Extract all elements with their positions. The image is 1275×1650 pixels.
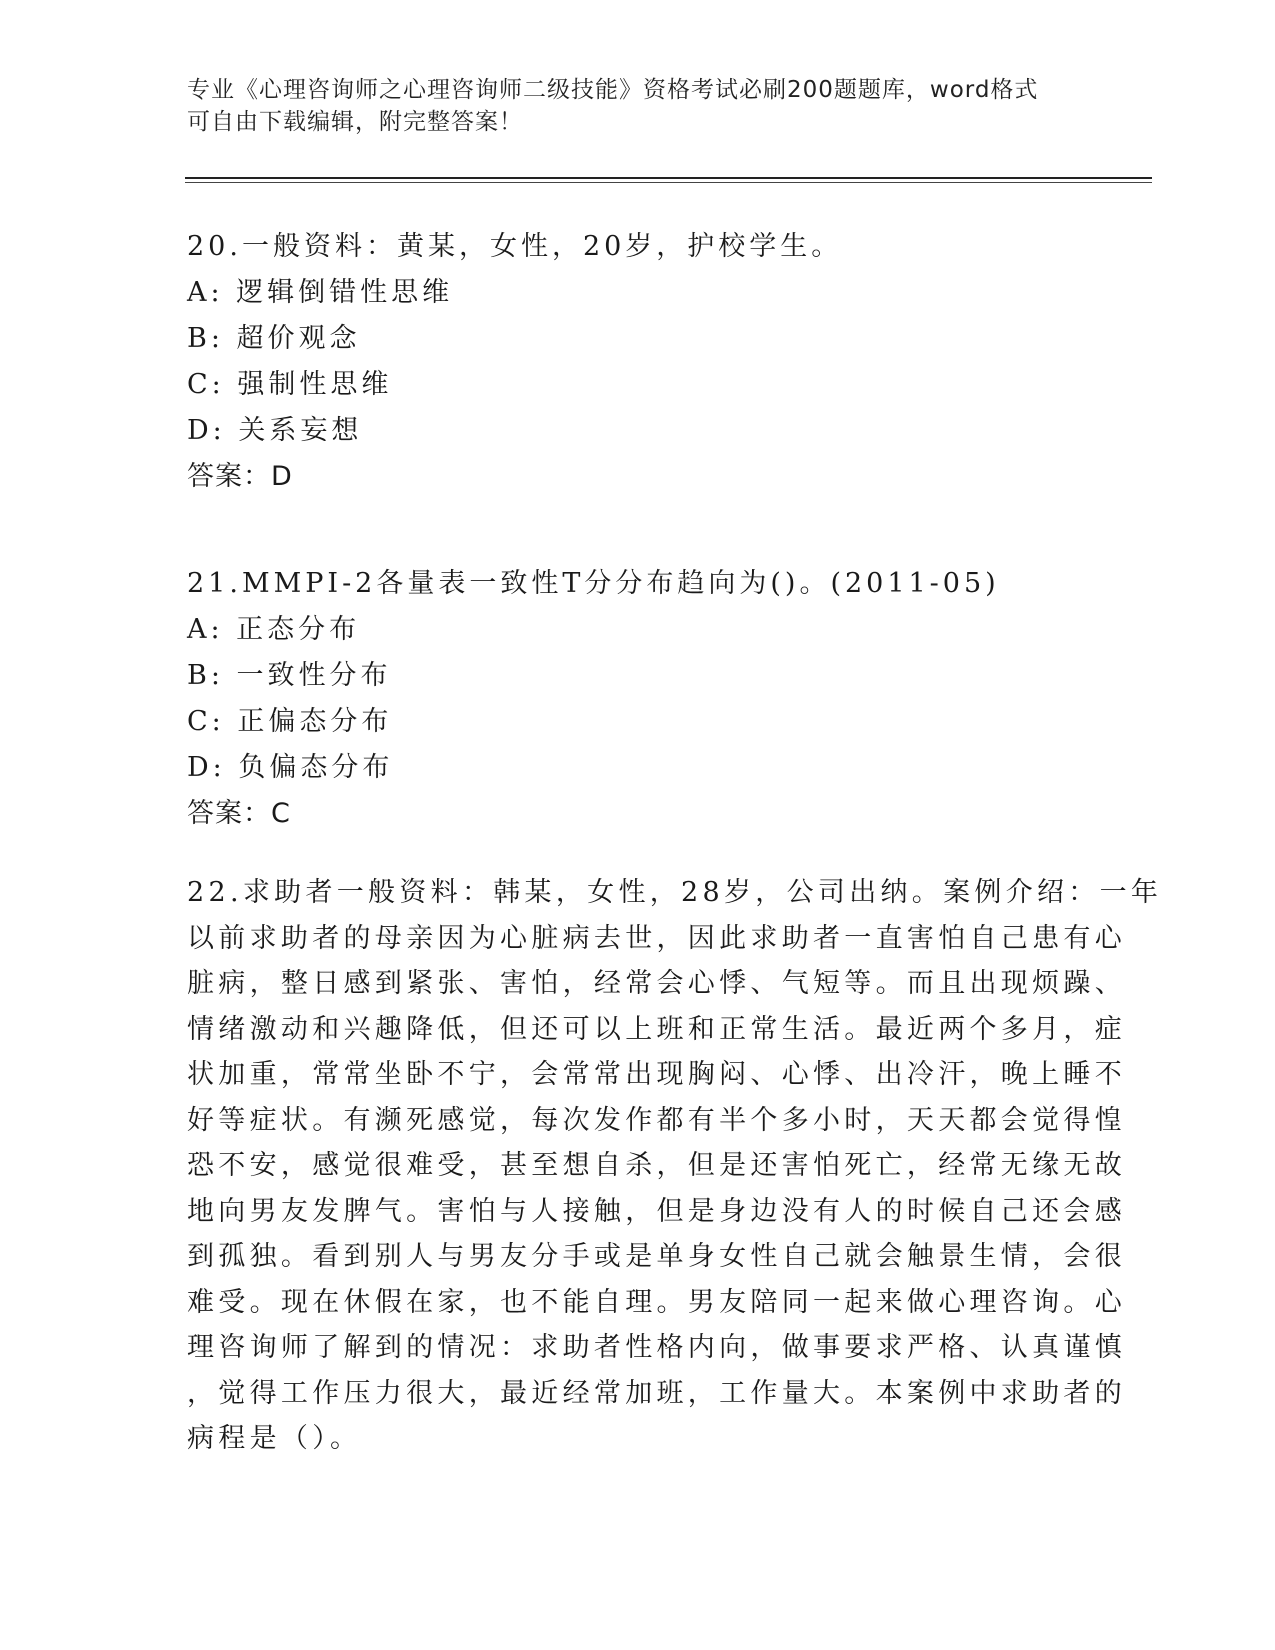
- question-text-line: ，觉得工作压力很大，最近经常加班，工作量大。本案例中求助者的: [187, 1377, 1126, 1409]
- option-b: B: 一致性分布: [187, 660, 392, 691]
- question-text-line: 情绪激动和兴趣降低，但还可以上班和正常生活。最近两个多月，症: [187, 1013, 1126, 1045]
- question-20: [187, 224, 1087, 500]
- question-text-line: 以前求助者的母亲因为心脏病去世，因此求助者一直害怕自己患有心: [187, 922, 1126, 954]
- option-c: C: 强制性思维: [187, 369, 393, 400]
- header-divider-thin: [185, 182, 1152, 183]
- option-b: B: 超价观念: [187, 323, 361, 354]
- header-divider-thick: [185, 177, 1152, 179]
- document-header: [187, 74, 1067, 138]
- question-21: [187, 561, 1087, 837]
- option-d: D: 关系妄想: [187, 415, 363, 446]
- question-text-line: 病程是（）。: [187, 1423, 362, 1454]
- option-a: A: 逻辑倒错性思维: [187, 277, 454, 308]
- question-text-line: 好等症状。有濒死感觉，每次发作都有半个多小时，天天都会觉得惶: [187, 1104, 1126, 1136]
- header-line-1: 专业《心理咨询师之心理咨询师二级技能》资格考试必刷200题题库，word格式: [187, 77, 1039, 103]
- option-d: D: 负偏态分布: [187, 752, 394, 783]
- question-text-line: 22.求助者一般资料：韩某，女性，28岁，公司出纳。案例介绍：一年: [187, 877, 1163, 908]
- question-text-line: 理咨询师了解到的情况：求助者性格内向，做事要求严格、认真谨慎: [187, 1332, 1126, 1363]
- option-a: A: 正态分布: [187, 614, 361, 645]
- header-line-2: 可自由下载编辑，附完整答案！: [187, 109, 523, 135]
- question-stem: 20.一般资料：黄某，女性，20岁，护校学生。: [187, 231, 843, 262]
- question-text-line: 状加重，常常坐卧不宁，会常常出现胸闷、心悸、出冷汗，晚上睡不: [187, 1059, 1126, 1090]
- question-text-line: 难受。现在休假在家，也不能自理。男友陪同一起来做心理咨询。心: [187, 1286, 1126, 1318]
- question-text-line: 到孤独。看到别人与男友分手或是单身女性自己就会触景生情，会很: [187, 1241, 1126, 1272]
- question-text-line: 恐不安，感觉很难受，甚至想自杀，但是还害怕死亡，经常无缘无故: [187, 1150, 1126, 1181]
- question-22: [187, 870, 1163, 1462]
- answer: 答案：D: [187, 461, 293, 492]
- option-c: C: 正偏态分布: [187, 706, 393, 737]
- question-text-line: 地向男友发脾气。害怕与人接触，但是身边没有人的时候自己还会感: [187, 1195, 1126, 1227]
- answer: 答案：C: [187, 798, 291, 829]
- question-text-line: 脏病，整日感到紧张、害怕，经常会心悸、气短等。而且出现烦躁、: [187, 968, 1126, 999]
- question-stem: 21.MMPI-2各量表一致性T分分布趋向为()。(2011-05): [187, 568, 1000, 599]
